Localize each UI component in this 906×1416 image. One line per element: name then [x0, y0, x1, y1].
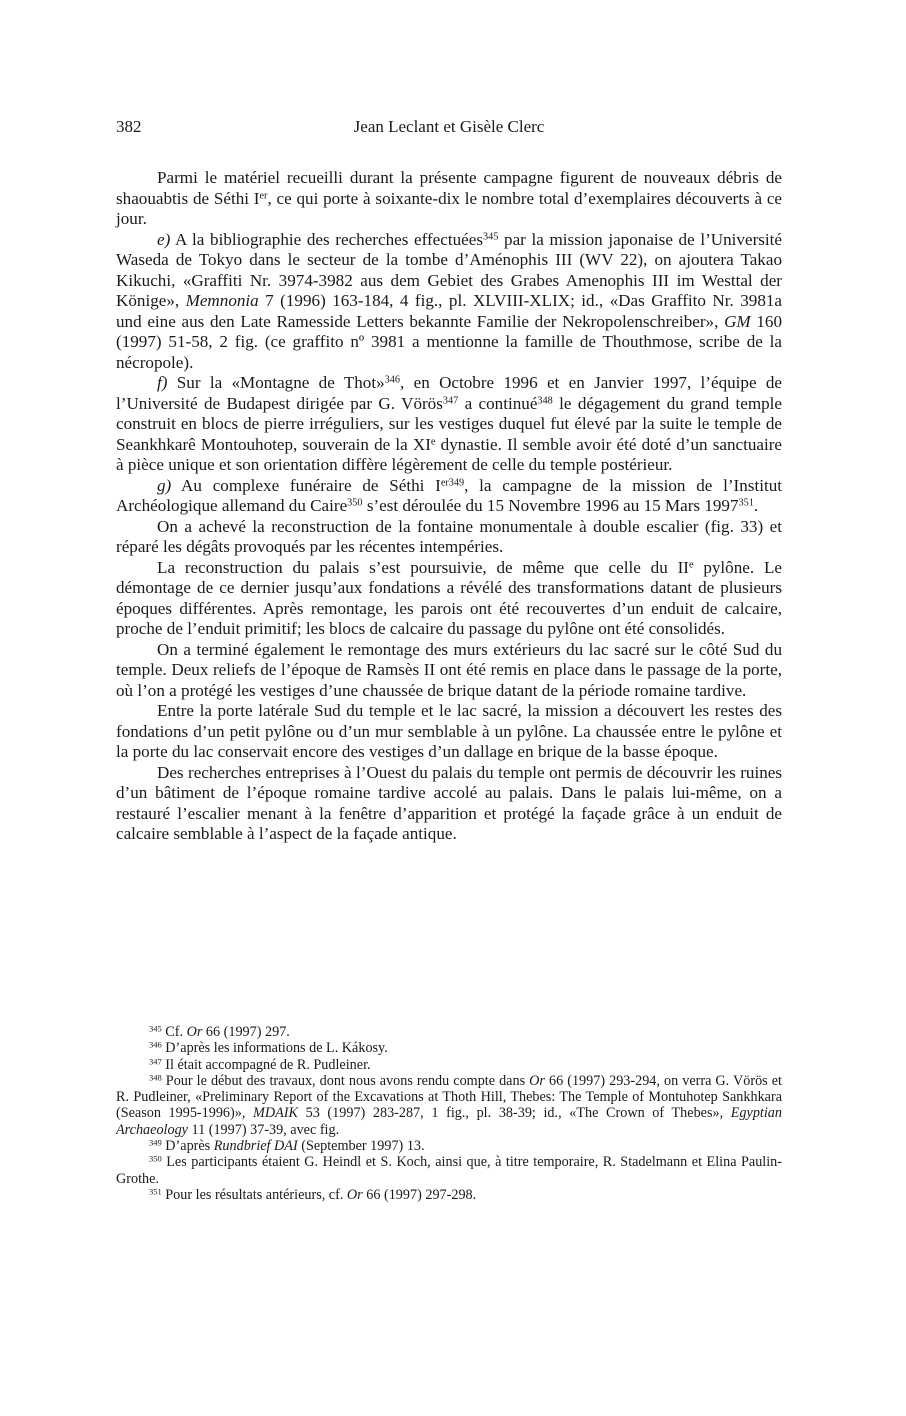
text-run: , en Octobre 1996 et en Janvier 1997, l’équipe de l’Université de Budapest dirigée par G. Vörös	[116, 373, 782, 413]
text-run: 53 (1997) 283-287, 1 fig., pl. 38-39; id., «The Crown of Thebes»,	[297, 1105, 731, 1122]
superscript: 345	[149, 1023, 162, 1034]
text-run: 66 (1997) 297.	[202, 1024, 290, 1040]
footnote-1	[116, 1024, 782, 1040]
paragraph-1	[116, 168, 782, 230]
text-run: 7 (1996) 163-184, 4 fig., pl. XLVIII-XLIX; id., «Das Graffito Nr. 3981a und eine aus den Late Ramesside Letters bekannte Familie der Nekropolenschreiber»,	[116, 291, 783, 331]
superscript: er349	[440, 476, 465, 488]
italic-text: e)	[157, 229, 171, 249]
footnote-6	[116, 1154, 782, 1187]
text-run: Sur la «Montagne de Thot»	[167, 373, 385, 392]
italic-text: Memnonia	[185, 291, 259, 310]
paragraph-9	[116, 763, 782, 845]
text-run: Pour les résultats antérieurs, cf.	[161, 1186, 347, 1203]
footnote-4	[116, 1073, 782, 1138]
italic-text: Or	[346, 1186, 363, 1203]
page-number: 382	[116, 117, 142, 136]
text-run: On a terminé également le remontage des murs extérieurs du lac sacré sur le côté Sud du temple. Deux reliefs de l’époque de Ramsès II ont été remis en place dans le passage de la porte, où l’on a protégé les vestiges d’une chaussée de brique datant de la période romaine tardive.	[116, 639, 782, 700]
superscript: e	[430, 435, 436, 447]
text-run: D’après	[161, 1138, 214, 1155]
text-run: , la campagne de la mission de l’Institut Archéologique allemand du Caire	[116, 475, 782, 515]
italic-text: Or	[186, 1024, 203, 1040]
italic-text: MDAIK	[253, 1105, 298, 1122]
footnote-3	[116, 1057, 782, 1073]
text-run: le dégagement du grand temple construit en blocs de pierre irréguliers, sur les vestiges duquel fut élevé par la suite le temple de Seankhkarê Montouhotep, souverain de la XI	[116, 393, 782, 454]
text-run: A la bibliographie des recherches effectuées	[170, 229, 483, 249]
footnotes	[116, 1024, 782, 1203]
italic-text: Or	[529, 1072, 545, 1089]
footnote-5	[116, 1138, 782, 1154]
italic-text: f)	[157, 373, 168, 392]
paragraph-8	[116, 701, 782, 763]
text-run: Les participants étaient G. Heindl et S. Koch, ainsi que, à titre temporaire, R. Stadelmann et Elina Paulin-Grothe.	[116, 1154, 782, 1187]
superscript: 348	[149, 1072, 162, 1083]
paragraph-4	[116, 476, 782, 517]
text-run: D’après les informations de L. Kákosy.	[161, 1040, 388, 1057]
italic-text: Rundbrief DAI	[213, 1138, 298, 1155]
running-head: Jean Leclant et Gisèle Clerc	[353, 117, 545, 136]
footnote-7	[116, 1187, 782, 1203]
paragraph-3	[116, 373, 782, 476]
footnote-2	[116, 1040, 782, 1056]
text-run: 11 (1997) 37-39, avec fig.	[187, 1121, 340, 1138]
text-run: Parmi le matériel recueilli durant la présente campagne figurent de nouveaux débris de shaouabtis de Séthi I	[116, 168, 782, 208]
superscript: 350	[149, 1153, 162, 1164]
text-run: Pour le début des travaux, dont nous avons rendu compte dans	[161, 1072, 530, 1089]
superscript: 347	[442, 394, 459, 406]
superscript: 351	[149, 1186, 162, 1197]
superscript: 350	[347, 497, 363, 509]
italic-text: Egyptian Archaeology	[116, 1105, 782, 1138]
superscript: 345	[482, 230, 499, 242]
paragraph-2	[116, 230, 782, 374]
text-run: Des recherches entreprises à l’Ouest du palais du temple ont permis de découvrir les ruines d’un bâtiment de l’époque romaine tardive accolé au palais. Dans le palais lui-même, on a restauré l’escalier menant à la fenêtre d’apparition et protégé la façade grâce à un enduit de calcaire semblable à l’aspect de la façade antique.	[116, 762, 782, 843]
text-run: La reconstruction du palais s’est poursuivie, de même que celle du II	[157, 557, 689, 577]
text-run: (September 1997) 13.	[297, 1138, 425, 1155]
text-run: Au complexe funéraire de Séthi I	[171, 475, 441, 495]
superscript: 351	[738, 497, 754, 509]
superscript: e	[688, 558, 694, 570]
italic-text: GM	[724, 311, 751, 331]
text-run: Il était accompagné de R. Pudleiner.	[161, 1056, 371, 1073]
paragraph-5	[116, 517, 782, 558]
superscript: 346	[149, 1039, 162, 1050]
text-run: 66 (1997) 297-298.	[362, 1186, 477, 1203]
page-header	[116, 117, 782, 139]
superscript: 349	[149, 1137, 162, 1148]
text-run: s’est déroulée du 15 Novembre 1996 au 15 Mars 1997	[362, 496, 739, 515]
paragraph-6	[116, 558, 782, 640]
text-run: , ce qui porte à soixante-dix le nombre total d’exemplaires découverts à ce jour.	[116, 188, 782, 228]
text-run: .	[753, 496, 759, 515]
text-run: dynastie. Il semble avoir été doté d’un sanctuaire à pièce unique et son orientation diffère légèrement de celle du temple postérieur.	[116, 434, 782, 474]
text-run: a continué	[458, 393, 538, 413]
text-run: Cf.	[161, 1024, 187, 1040]
text-run: pylône. Le démontage de ce dernier jusqu’aux fondations a révélé des transformations datant de plusieurs époques différentes. Après remontage, les parois ont été recouvertes d’un enduit de calcaire, proche de l’enduit primitif; les blocs de calcaire du passage du pylône ont été consolidés.	[116, 557, 782, 638]
text-run: par la mission japonaise de l’Université Waseda de Tokyo dans le secteur de la tombe d’Aménophis III (WV 22), on ajoutera Takao Kikuchi, «Graffiti Nr. 3974-3982 aus dem Gebiet des Grabes Amenophis III im Westtal der Könige»,	[116, 229, 782, 310]
superscript: 348	[537, 394, 553, 406]
paragraph-7	[116, 640, 782, 702]
superscript: er	[259, 189, 268, 201]
text-run: 160 (1997) 51-58, 2 fig. (ce graffito nº 3981 a mentionne la famille de Thouthmose, scribe de la nécropole).	[116, 311, 782, 372]
main-text	[116, 168, 782, 845]
superscript: 347	[149, 1055, 162, 1066]
text-run: On a achevé la reconstruction de la fontaine monumentale à double escalier (fig. 33) et réparé les dégâts provoqués par les récentes intempéries.	[116, 516, 782, 556]
italic-text: g)	[157, 475, 172, 495]
text-run: 66 (1997) 293-294, on verra G. Vörös et R. Pudleiner, «Preliminary Report of the Excavations at Thoth Hill, Thebes: The Temple of Montuhotep Sankhkara (Season 1995-1996)»,	[116, 1072, 782, 1122]
text-run: Entre la porte latérale Sud du temple et le lac sacré, la mission a découvert les restes des fondations d’un petit pylône ou d’un mur semblable à un pylône. La chaussée entre le pylône et la porte du lac conservait encore des vestiges d’un dallage en brique de la basse époque.	[116, 701, 782, 761]
superscript: 346	[384, 374, 401, 386]
